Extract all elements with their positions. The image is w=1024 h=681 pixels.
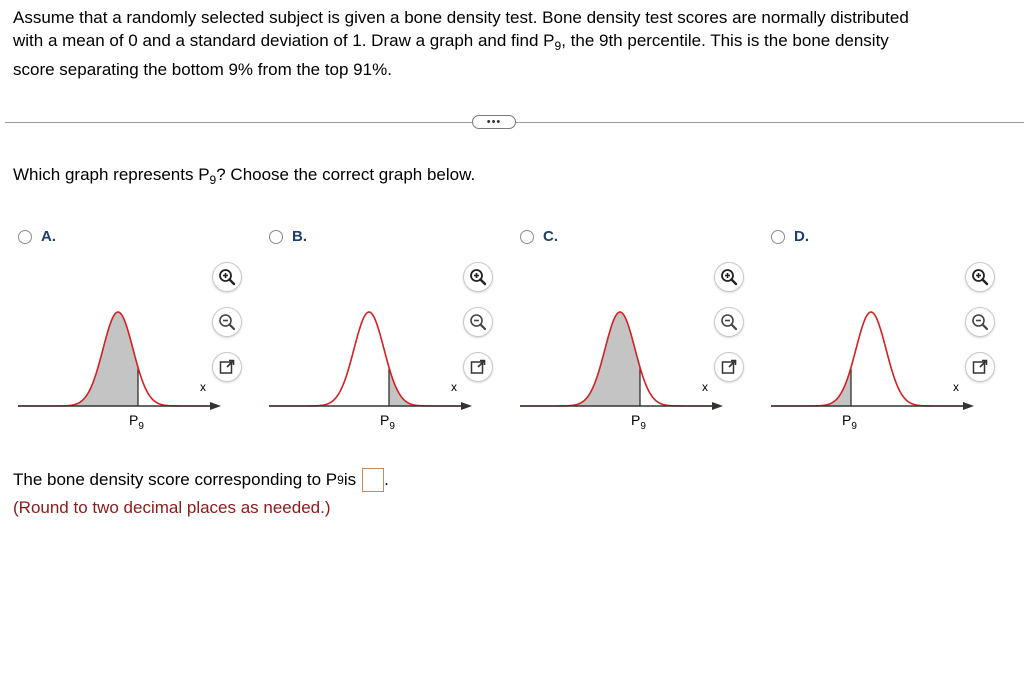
- radio-a[interactable]: [18, 230, 32, 244]
- axis-arrow: [210, 402, 221, 410]
- option-a: [18, 228, 206, 432]
- zoom-in-button[interactable]: [965, 262, 995, 292]
- option-a-select[interactable]: [18, 228, 56, 245]
- zoom-in-icon: [468, 267, 488, 287]
- expand-icon: [468, 357, 488, 377]
- axis-label: x: [953, 380, 959, 394]
- graph-a-tools: [212, 262, 246, 397]
- option-c-select[interactable]: [520, 228, 558, 245]
- question-line-2a: with a mean of 0 and a standard deviation of 1. Draw a graph and find P: [13, 31, 555, 50]
- normal-curve: [269, 312, 469, 406]
- option-b-letter: B.: [292, 228, 307, 245]
- option-a-letter: A.: [41, 228, 56, 245]
- answer-line: The bone density score corresponding to P 9 is .: [13, 468, 389, 492]
- axis-arrow: [963, 402, 974, 410]
- zoom-out-button[interactable]: [714, 307, 744, 337]
- answer-part1: The bone density score corresponding to P: [13, 470, 338, 489]
- prompt-part1: Which graph represents P: [13, 165, 210, 184]
- zoom-out-icon: [217, 312, 237, 332]
- radio-c[interactable]: [520, 230, 534, 244]
- hint-text: (Round to two decimal places as needed.): [13, 498, 331, 517]
- zoom-in-icon: [217, 267, 237, 287]
- zoom-out-icon: [719, 312, 739, 332]
- percentile-label: $P_9$: [842, 412, 857, 432]
- answer-part2: is: [343, 470, 357, 489]
- zoom-out-icon: [468, 312, 488, 332]
- zoom-out-button[interactable]: [463, 307, 493, 337]
- more-button[interactable]: •••: [472, 115, 516, 129]
- zoom-out-button[interactable]: [965, 307, 995, 337]
- zoom-in-button[interactable]: [714, 262, 744, 292]
- expand-button[interactable]: [463, 352, 493, 382]
- question-line-2b: , the 9th percentile. This is the bone density: [561, 31, 889, 50]
- percentile-sub: 9: [138, 421, 144, 432]
- graph-b: [265, 250, 473, 440]
- percentile-label: $P_9$: [129, 412, 144, 432]
- answer-end: .: [384, 470, 389, 489]
- expand-icon: [970, 357, 990, 377]
- zoom-in-button[interactable]: [212, 262, 242, 292]
- percentile-label: $P_9$: [380, 412, 395, 432]
- question-text: [13, 6, 1013, 81]
- answer-input[interactable]: [362, 468, 384, 492]
- graph-c-tools: [714, 262, 748, 397]
- graph-d-tools: [965, 262, 999, 397]
- radio-b[interactable]: [269, 230, 283, 244]
- zoom-in-icon: [970, 267, 990, 287]
- question-line-3: score separating the bottom 9% from the top 91%.: [13, 60, 392, 79]
- option-d-select[interactable]: [771, 228, 809, 245]
- option-c-letter: C.: [543, 228, 558, 245]
- percentile-sub: 9: [851, 421, 857, 432]
- normal-curve: [771, 312, 971, 406]
- graph-b-tools: [463, 262, 497, 397]
- zoom-in-icon: [719, 267, 739, 287]
- option-c: [520, 228, 708, 432]
- graph-d: [767, 250, 975, 440]
- expand-button[interactable]: [212, 352, 242, 382]
- axis-label: x: [451, 380, 457, 394]
- prompt-text: [13, 164, 475, 186]
- graph-c: [516, 250, 724, 440]
- zoom-out-button[interactable]: [212, 307, 242, 337]
- option-b: [269, 228, 457, 432]
- question-sub: 9: [554, 39, 562, 53]
- expand-icon: [217, 357, 237, 377]
- expand-button[interactable]: [965, 352, 995, 382]
- option-d-letter: D.: [794, 228, 809, 245]
- zoom-in-button[interactable]: [463, 262, 493, 292]
- axis-label: x: [702, 380, 708, 394]
- axis-label: x: [200, 380, 206, 394]
- prompt-sub: 9: [209, 173, 217, 187]
- shaded-area: [68, 312, 138, 406]
- axis-arrow: [712, 402, 723, 410]
- shaded-area: [389, 367, 451, 406]
- percentile-label: $P_9$: [631, 412, 646, 432]
- expand-button[interactable]: [714, 352, 744, 382]
- percentile-sub: 9: [389, 421, 395, 432]
- axis-arrow: [461, 402, 472, 410]
- shaded-area: [570, 312, 640, 406]
- expand-icon: [719, 357, 739, 377]
- prompt-part2: ? Choose the correct graph below.: [216, 165, 476, 184]
- zoom-out-icon: [970, 312, 990, 332]
- question-line-1: Assume that a randomly selected subject is given a bone density test. Bone density test scores are normally distributed: [13, 8, 909, 27]
- graph-a: [14, 250, 222, 440]
- option-b-select[interactable]: [269, 228, 307, 245]
- option-d: [771, 228, 959, 432]
- radio-d[interactable]: [771, 230, 785, 244]
- percentile-sub: 9: [640, 421, 646, 432]
